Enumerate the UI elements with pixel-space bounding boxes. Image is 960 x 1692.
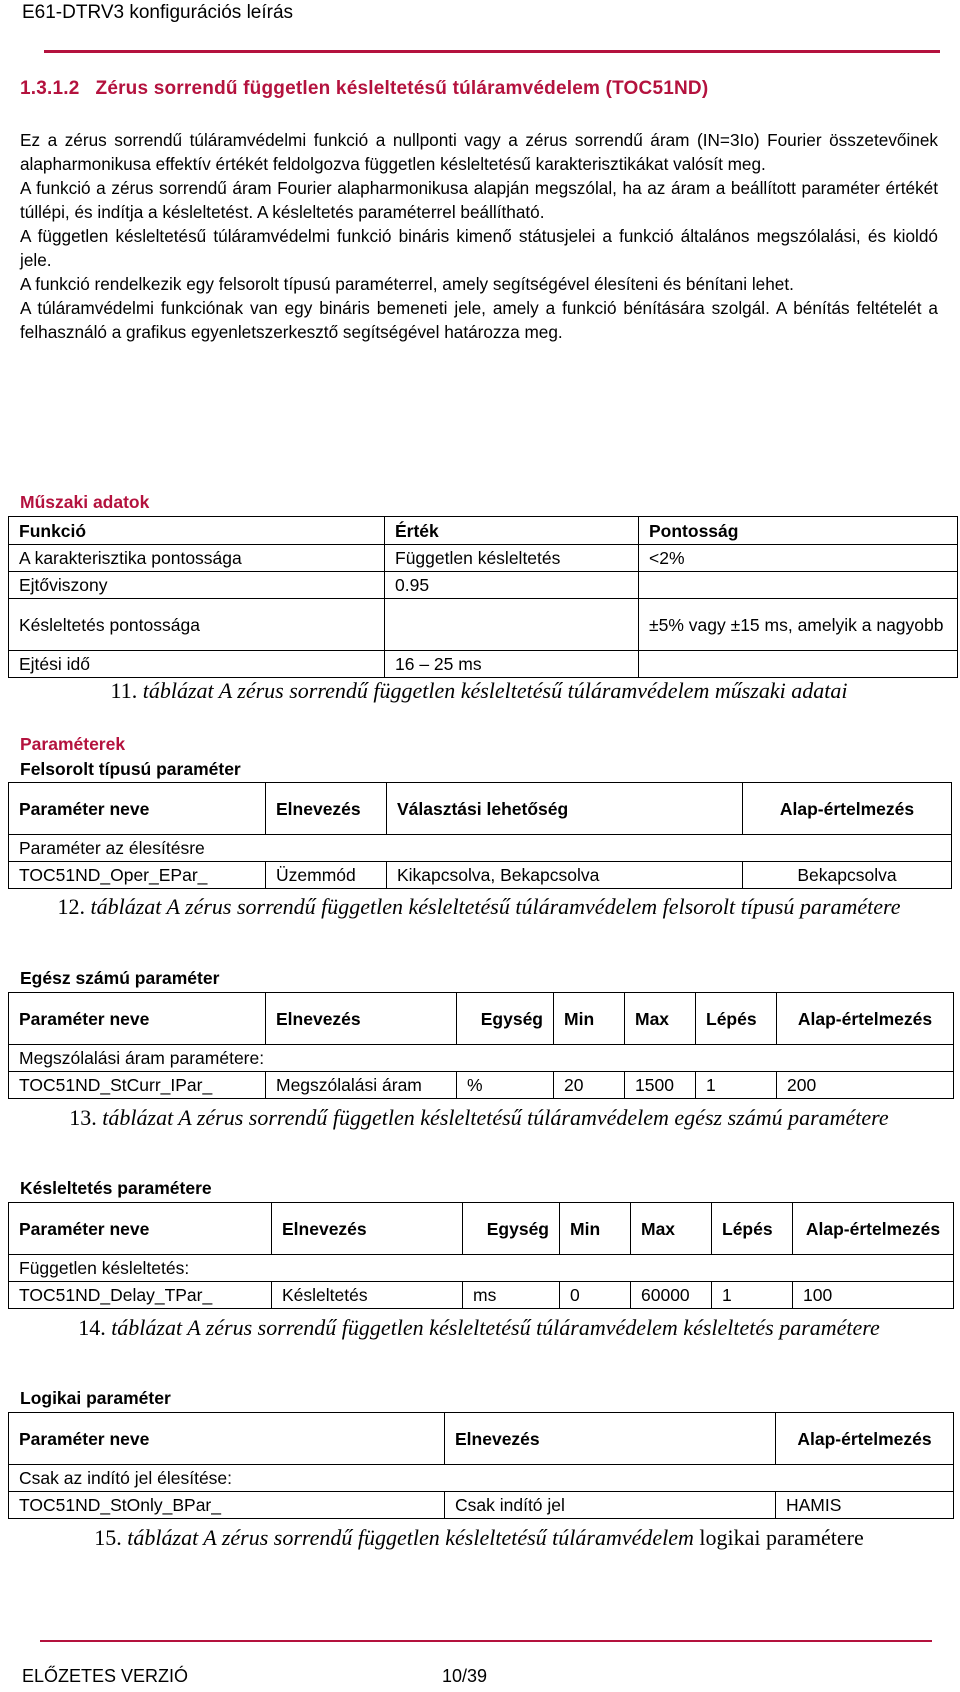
table-caption	[20, 892, 938, 922]
caption-number: 13.	[69, 1105, 97, 1130]
group-label: Független késleltetés:	[9, 1255, 954, 1282]
table-cell: TOC51ND_StCurr_IPar_	[9, 1072, 266, 1099]
paragraph: Ez a zérus sorrendű túláramvédelmi funkció a nullponti vagy a zérus sorrendű áram (IN=3Io) Fourier összetevőinek alapharmonikusa effektív értékét feldolgozva független késleltetésű karakterisztikákat valósít meg.	[20, 130, 938, 174]
table-cell: 0	[560, 1282, 631, 1309]
footer-rule	[40, 1640, 932, 1642]
table-cell: 16 – 25 ms	[385, 651, 639, 678]
table-cell: ±5% vagy ±15 ms, amelyik a nagyobb	[639, 599, 958, 651]
col-header: Elnevezés	[266, 783, 387, 835]
caption-text: táblázat A zérus sorrendű független késleltetésű túláramvédelem	[127, 1525, 694, 1550]
int-param-heading: Egész számú paraméter	[20, 968, 220, 988]
enum-param-heading: Felsorolt típusú paraméter	[20, 759, 241, 779]
col-header: Min	[554, 993, 625, 1045]
group-label: Paraméter az élesítésre	[9, 835, 952, 862]
table-cell	[639, 572, 958, 599]
section-heading	[20, 78, 708, 100]
table-header-row	[9, 1203, 954, 1255]
table-group-row	[9, 1255, 954, 1282]
body-paragraphs	[20, 128, 938, 344]
table-cell: TOC51ND_Delay_TPar_	[9, 1282, 272, 1309]
col-header: Lépés	[696, 993, 777, 1045]
table-caption	[20, 1313, 938, 1343]
caption-text: táblázat A zérus sorrendű független késleltetésű túláramvédelem műszaki adatai	[142, 678, 848, 703]
paragraph: A funkció rendelkezik egy felsorolt típusú paraméterrel, amely segítségével élesíteni és bénítani lehet.	[20, 274, 794, 294]
table-cell: 0.95	[385, 572, 639, 599]
caption-number: 12.	[57, 894, 85, 919]
delay-param-heading: Késleltetés paramétere	[20, 1178, 212, 1198]
table-group-row	[9, 1045, 954, 1072]
group-label: Csak az indító jel élesítése:	[9, 1465, 954, 1492]
caption-number: 14.	[78, 1315, 106, 1340]
table-cell: TOC51ND_StOnly_BPar_	[9, 1492, 445, 1519]
col-header: Elnevezés	[272, 1203, 463, 1255]
tech-data-heading: Műszaki adatok	[20, 492, 150, 512]
table-cell: Csak indító jel	[445, 1492, 776, 1519]
header-title: E61-DTRV3 konfigurációs leírás	[22, 2, 294, 23]
parameters-heading: Paraméterek	[20, 734, 126, 754]
table-row	[9, 1282, 954, 1309]
table-cell: Ejtési idő	[9, 651, 385, 678]
table-cell: 200	[777, 1072, 954, 1099]
table-cell: %	[457, 1072, 554, 1099]
col-header: Alap-értelmezés	[777, 993, 954, 1045]
table-caption	[20, 676, 938, 706]
table-group-row	[9, 1465, 954, 1492]
table-group-row	[9, 835, 952, 862]
tech-data-table	[8, 516, 958, 678]
enum-param-table	[8, 782, 952, 889]
col-header: Paraméter neve	[9, 1413, 445, 1465]
col-header: Elnevezés	[266, 993, 457, 1045]
col-header: Min	[560, 1203, 631, 1255]
table-cell	[385, 599, 639, 651]
table-cell: HAMIS	[776, 1492, 954, 1519]
table-caption	[20, 1523, 938, 1553]
table-cell: 1500	[625, 1072, 696, 1099]
table-cell: 60000	[631, 1282, 712, 1309]
col-header: Lépés	[712, 1203, 793, 1255]
table-row	[9, 651, 958, 678]
caption-text: táblázat A zérus sorrendű független késleltetésű túláramvédelem egész számú paramétere	[102, 1105, 889, 1130]
group-label: Megszólalási áram paramétere:	[9, 1045, 954, 1072]
table-cell: 20	[554, 1072, 625, 1099]
table-row	[9, 1072, 954, 1099]
table-header-row	[9, 1413, 954, 1465]
caption-number: 15.	[94, 1525, 122, 1550]
page-number: 10/39	[442, 1666, 488, 1686]
col-header: Paraméter neve	[9, 783, 266, 835]
section-number: 1.3.1.2	[20, 78, 80, 99]
delay-param-table	[8, 1202, 954, 1309]
table-row	[9, 862, 952, 889]
col-header: Alap-értelmezés	[793, 1203, 954, 1255]
col-header: Elnevezés	[445, 1413, 776, 1465]
paragraph: A túláramvédelmi funkciónak van egy bináris bemeneti jele, amely a funkció bénítására szolgál. A bénítás feltételét a felhasználó a grafikus egyenletszerkesztő segítségével határozza meg.	[20, 298, 938, 342]
footer-version: ELŐZETES VERZIÓ	[22, 1666, 189, 1686]
table-cell: ms	[463, 1282, 560, 1309]
table-cell: 1	[712, 1282, 793, 1309]
table-cell: <2%	[639, 545, 958, 572]
col-header: Egység	[463, 1203, 560, 1255]
table-header-row	[9, 783, 952, 835]
col-header: Paraméter neve	[9, 993, 266, 1045]
table-cell: Megszólalási áram	[266, 1072, 457, 1099]
table-cell: TOC51ND_Oper_EPar_	[9, 862, 266, 889]
table-cell: Független késleltetés	[385, 545, 639, 572]
logic-param-heading: Logikai paraméter	[20, 1388, 171, 1408]
caption-text-plain: logikai paramétere	[699, 1525, 864, 1550]
col-header: Alap-értelmezés	[776, 1413, 954, 1465]
table-caption	[20, 1103, 938, 1133]
paragraph: A független késleltetésű túláramvédelmi funkció bináris kimenő státusjelei a funkció általános megszólalási, és kioldó jele.	[20, 226, 938, 270]
col-header: Max	[625, 993, 696, 1045]
table-cell: Késleltetés pontossága	[9, 599, 385, 651]
col-header: Választási lehetőség	[387, 783, 743, 835]
caption-text: táblázat A zérus sorrendű független késleltetésű túláramvédelem késleltetés paramétere	[111, 1315, 880, 1340]
table-cell: Késleltetés	[272, 1282, 463, 1309]
caption-number: 11.	[110, 678, 138, 703]
table-row	[9, 599, 958, 651]
table-cell: Ejtőviszony	[9, 572, 385, 599]
col-header: Érték	[385, 517, 639, 545]
table-header-row	[9, 517, 958, 545]
col-header: Alap-értelmezés	[743, 783, 952, 835]
logic-param-table	[8, 1412, 954, 1519]
caption-text: táblázat A zérus sorrendű független késleltetésű túláramvédelem felsorolt típusú paramétere	[90, 894, 901, 919]
table-cell: A karakterisztika pontossága	[9, 545, 385, 572]
table-cell: Üzemmód	[266, 862, 387, 889]
table-cell: Bekapcsolva	[743, 862, 952, 889]
table-cell: 1	[696, 1072, 777, 1099]
table-row	[9, 1492, 954, 1519]
table-cell	[639, 651, 958, 678]
header-rule	[44, 50, 940, 53]
col-header: Egység	[457, 993, 554, 1045]
col-header: Pontosság	[639, 517, 958, 545]
col-header: Funkció	[9, 517, 385, 545]
table-row	[9, 545, 958, 572]
col-header: Paraméter neve	[9, 1203, 272, 1255]
table-cell: Kikapcsolva, Bekapcsolva	[387, 862, 743, 889]
table-row	[9, 572, 958, 599]
int-param-table	[8, 992, 954, 1099]
section-title: Zérus sorrendű független késleltetésű túláramvédelem (TOC51ND)	[95, 78, 709, 99]
col-header: Max	[631, 1203, 712, 1255]
table-header-row	[9, 993, 954, 1045]
paragraph: A funkció a zérus sorrendű áram Fourier alapharmonikusa alapján megszólal, ha az áram a beállított paraméter értékét túllépi, és indítja a késleltetést. A késleltetés paraméterrel beállítható.	[20, 178, 938, 222]
table-cell: 100	[793, 1282, 954, 1309]
